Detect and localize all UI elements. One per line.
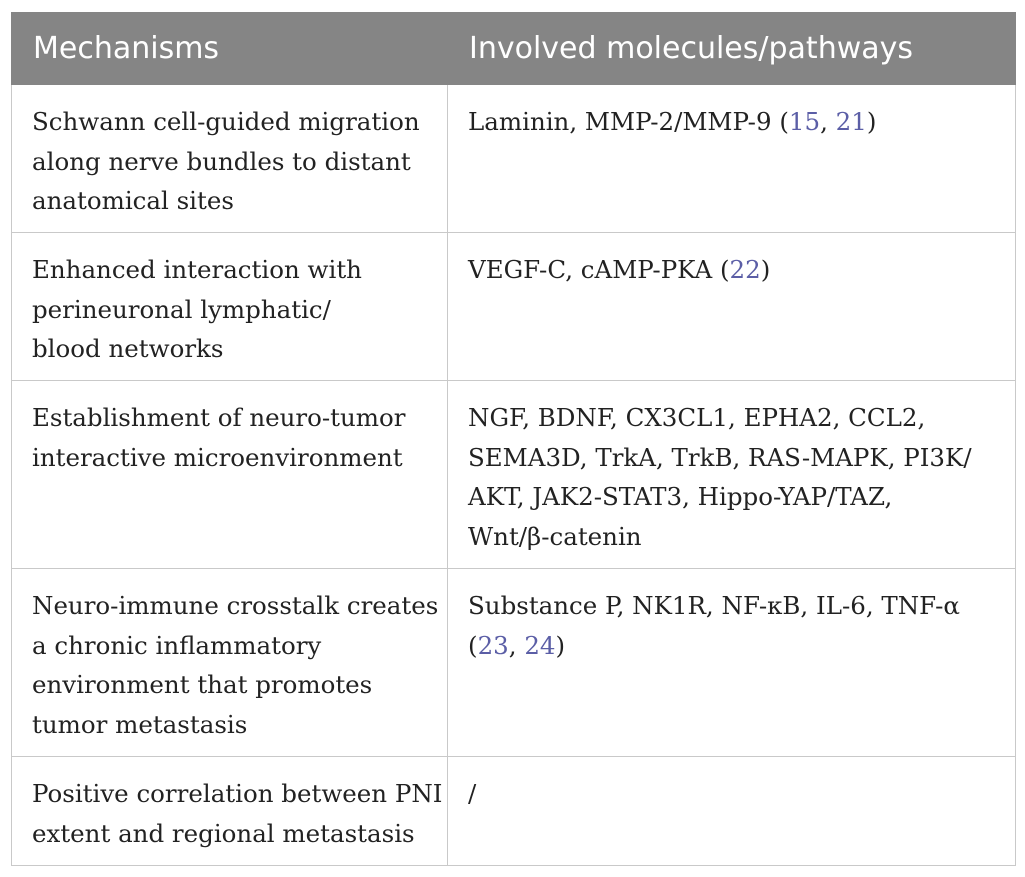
cell-text-line: perineuronal lymphatic/ [32, 294, 331, 324]
reference-link[interactable]: 22 [729, 255, 761, 284]
cell-text: VEGF-C, cAMP-PKA ( [468, 255, 730, 284]
cell-text-line: Neuro-immune crosstalk creates [32, 591, 439, 620]
cell-text-line: extent and regional metastasis [32, 818, 415, 848]
molecules-cell: VEGF-C, cAMP-PKA (22) [448, 233, 1016, 381]
mechanisms-table [11, 12, 1015, 866]
cell-text-line: AKT, JAK2-STAT3, Hippo-YAP/TAZ, [468, 482, 893, 511]
mechanism-cell [12, 569, 448, 757]
cell-text-line: Establishment of neuro-tumor [32, 403, 406, 432]
cell-text-line: interactive microenvironment [32, 442, 403, 472]
molecules-cell: Laminin, MMP-2/MMP-9 (15, 21) [448, 85, 1016, 233]
cell-text-line: along nerve bundles to distant [32, 146, 411, 176]
cell-text: Laminin, MMP-2/MMP-9 ( [468, 107, 789, 136]
cell-text-line: Substance P, NK1R, NF-κB, IL-6, TNF-α [468, 591, 960, 620]
cell-text-line: SEMA3D, TrkA, TrkB, RAS-MAPK, PI3K/ [468, 442, 972, 472]
cell-text-line: NGF, BDNF, CX3CL1, EPHA2, CCL2, [468, 403, 926, 432]
table-row [12, 233, 1016, 381]
cell-text-line: blood networks [32, 334, 224, 363]
table-header-row [12, 13, 1016, 85]
molecules-cell [448, 381, 1016, 569]
molecules-cell [448, 569, 1016, 757]
cell-text-line: Enhanced interaction with [32, 255, 362, 284]
mechanism-cell [12, 757, 448, 866]
table-row [12, 757, 1016, 866]
cell-text: / [468, 779, 477, 808]
molecules-cell [448, 757, 1016, 866]
cell-text-line: (23, 24) [468, 630, 566, 660]
table-row [12, 569, 1016, 757]
mechanism-cell [12, 85, 448, 233]
cell-text-line: anatomical sites [32, 186, 234, 215]
mechanism-cell [12, 381, 448, 569]
cell-text-line: Wnt/β-catenin [468, 521, 642, 551]
reference-link[interactable]: 21 [835, 107, 867, 136]
cell-text: ( [468, 630, 478, 660]
header-molecules: Involved molecules/pathways [448, 13, 1016, 85]
table-row [12, 85, 1016, 233]
data-table [11, 12, 1016, 866]
cell-text-line: Positive correlation between PNI [32, 779, 443, 808]
cell-text-line: environment that promotes [32, 670, 373, 699]
table-row [12, 381, 1016, 569]
header-mechanisms: Mechanisms [12, 13, 448, 85]
reference-link[interactable]: 23 [477, 630, 509, 660]
cell-text-line: a chronic inflammatory [32, 630, 322, 660]
mechanism-cell [12, 233, 448, 381]
cell-text-line: Schwann cell-guided migration [32, 107, 420, 136]
cell-text-line: tumor metastasis [32, 709, 248, 739]
reference-link[interactable]: 24 [524, 630, 556, 660]
reference-link[interactable]: 15 [788, 107, 821, 136]
